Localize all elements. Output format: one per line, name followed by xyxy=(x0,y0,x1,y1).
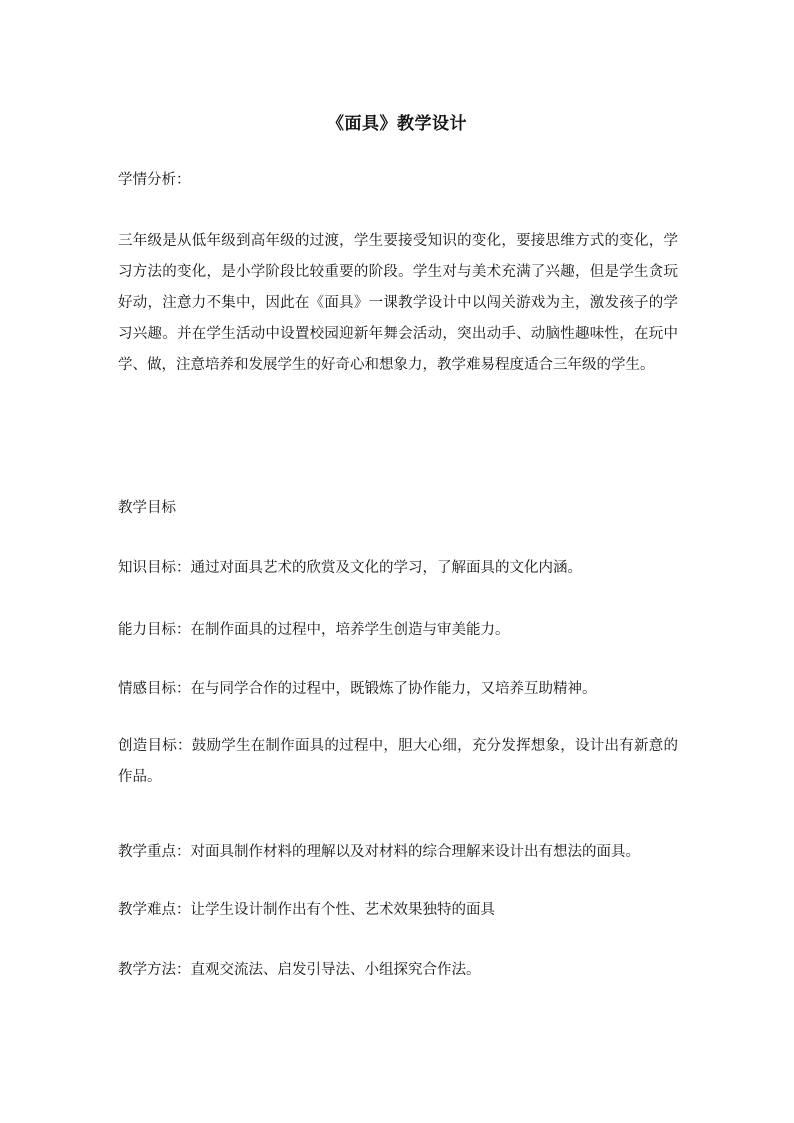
teaching-difficulty: 教学难点：让学生设计制作出有个性、艺术效果独特的面具 xyxy=(118,902,495,918)
ability-goal: 能力目标：在制作面具的过程中，培养学生创造与审美能力。 xyxy=(118,622,510,638)
teaching-goals-heading: 教学目标 xyxy=(118,500,176,516)
learning-analysis-heading: 学情分析： xyxy=(118,172,191,188)
knowledge-goal: 知识目标：通过对面具艺术的欣赏及文化的学习，了解面具的文化内涵。 xyxy=(118,560,582,576)
teaching-methods: 教学方法：直观交流法、启发引导法、小组探究合作法。 xyxy=(118,962,481,978)
document-title: 《面具》教学设计 xyxy=(327,114,467,134)
teaching-key-point: 教学重点：对面具制作材料的理解以及对材料的综合理解来设计出有想法的面具。 xyxy=(118,844,640,860)
emotion-goal: 情感目标：在与同学合作的过程中，既锻炼了协作能力，又培养互助精神。 xyxy=(118,681,597,697)
creativity-goal: 创造目标：鼓励学生在制作面具的过程中，胆大心细，充分发挥想象，设计出有新意的作品。 xyxy=(118,738,678,785)
learning-analysis-paragraph: 三年级是从低年级到高年级的过渡，学生要接受知识的变化，要接思维方式的变化，学习方法的变化，是小学阶段比较重要的阶段。学生对与美术充满了兴趣，但是学生贪玩好动，注意力不集中，因此在《面具》一课教学设计中以闯关游戏为主，激发孩子的学习兴趣。并在学生活动中设置校园迎新年舞会活动，突出动手、动脑性趣味性，在玩中学、做，注意培养和发展学生的好奇心和想象力，教学难易程度适合三年级的学生。 xyxy=(118,233,678,373)
